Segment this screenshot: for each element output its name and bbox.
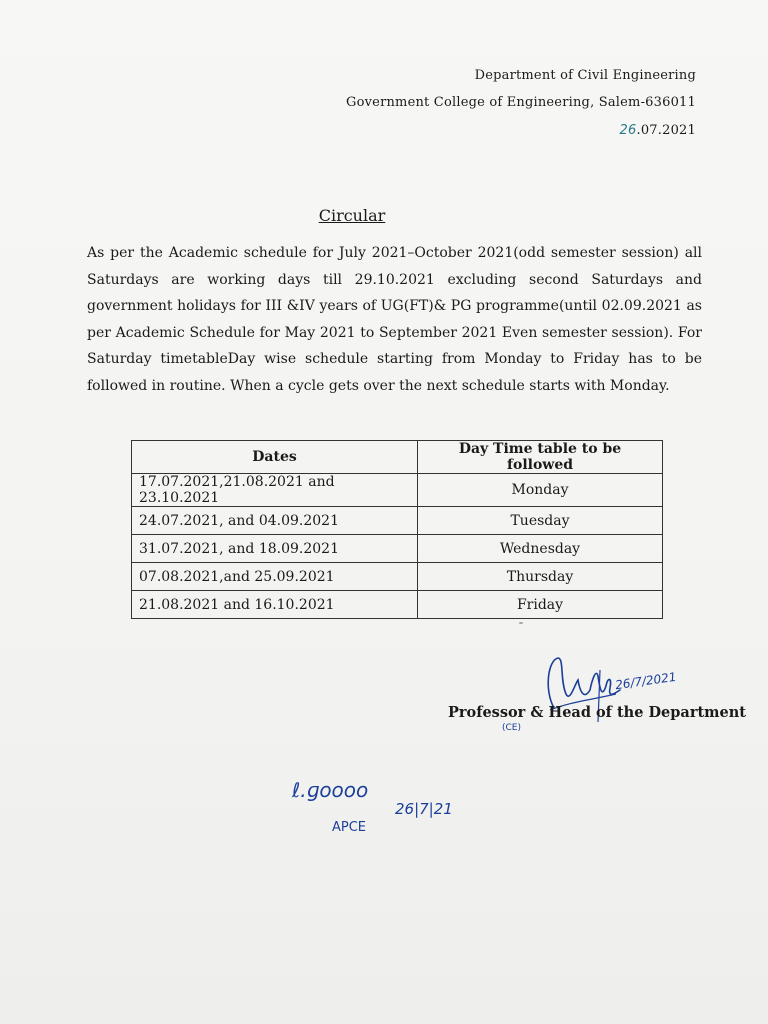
row-day: Wednesday (418, 535, 663, 563)
signatory-designation: Professor & Head of the Department (448, 704, 746, 721)
table-row (132, 507, 663, 535)
handwritten-day: 26 (619, 123, 637, 138)
department-name: Department of Civil Engineering (474, 68, 696, 83)
row-day: Friday (418, 591, 663, 619)
date-month-year: .07.2021 (636, 123, 696, 138)
row-day: Tuesday (418, 507, 663, 535)
table-row (132, 563, 663, 591)
row-dates: 24.07.2021, and 04.09.2021 (132, 507, 418, 535)
schedule-table (131, 440, 663, 619)
header-dates: Dates (132, 441, 418, 474)
table-header-row (132, 441, 663, 474)
table-row (132, 535, 663, 563)
circular-date (620, 123, 696, 138)
row-dates: 21.08.2021 and 16.10.2021 (132, 591, 418, 619)
row-dates: 17.07.2021,21.08.2021 and 23.10.2021 (132, 474, 418, 507)
row-day: Thursday (418, 563, 663, 591)
row-dates: 07.08.2021,and 25.09.2021 (132, 563, 418, 591)
row-dates: 31.07.2021, and 18.09.2021 (132, 535, 418, 563)
college-address: Government College of Engineering, Salem-636011 (346, 95, 696, 110)
header-day-timetable: Day Time table to be followed (418, 441, 663, 474)
circular-title: Circular (318, 206, 386, 225)
seal-mark: (CE) (502, 723, 521, 733)
circular-body: As per the Academic schedule for July 2021–October 2021(odd semester session) all Saturdays are working days till 29.10.2021 excluding second Saturdays and government holidays for III &IV years of UG(FT)& PG programme(until 02.09.2021 as per Academic Schedule for May 2021 to September 2021 Even semester session). For Saturday timetableDay wise schedule starting from Monday to Friday has to be followed in routine. When a cycle gets over the next schedule starts with Monday. (87, 245, 702, 394)
handwritten-initials: ℓ.ɡoooo (292, 778, 369, 802)
table-row (132, 591, 663, 619)
handwritten-note-date: 26|7|21 (395, 800, 453, 818)
signature-date: 26/7/2021 (614, 669, 678, 693)
table-row (132, 474, 663, 507)
row-day: Monday (418, 474, 663, 507)
handwritten-label: APCE (332, 820, 367, 835)
paper-speck (519, 622, 523, 624)
